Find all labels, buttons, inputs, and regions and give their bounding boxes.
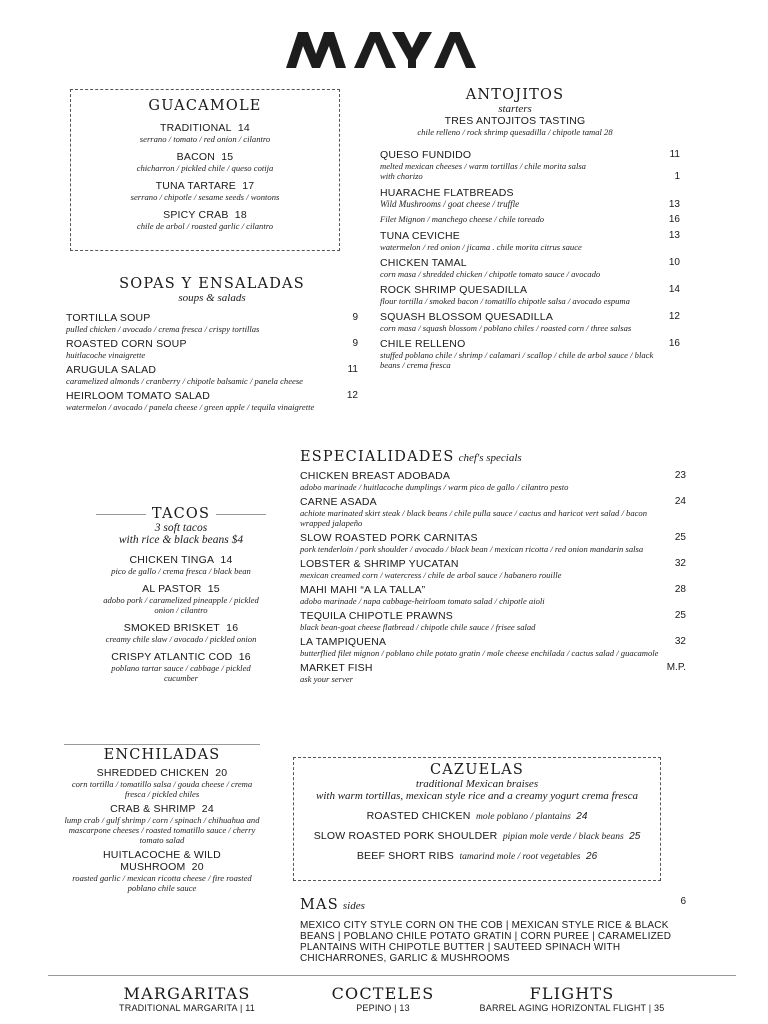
menu-item-row [380,257,680,269]
menu-item-desc: adobo marinade / huitlacoche dumplings / warm pico de gallo / cilantro pesto [300,482,569,492]
menu-item [66,338,358,360]
divider [96,514,146,515]
menu-item-line [71,122,339,134]
enchiladas-section [64,744,260,897]
menu-item-name: LA TAMPIQUENA [300,636,387,648]
menu-item [294,830,660,842]
menu-item-desc: black bean-goat cheese flatbread / chipotle chile sauce / frisee salad [300,622,536,632]
menu-item-option [380,171,680,182]
footer-divider [48,975,736,976]
menu-item-desc: corn masa / squash blossom / poblano chiles / roasted corn / three salsas [380,323,632,333]
margaritas-item: TRADITIONAL MARGARITA | 11 [119,1003,255,1013]
menu-item [300,584,686,606]
antojitos-section [380,87,680,375]
menu-item-line [71,209,339,221]
menu-item-price: 15 [221,151,234,163]
menu-item [294,810,660,822]
menu-item-row [300,584,686,596]
flights-section [462,984,682,1013]
menu-item-name: SLOW ROASTED PORK CARNITAS [300,532,478,544]
menu-item-name: TRADITIONAL [160,122,232,134]
menu-item-option-text: Wild Mushrooms / goat cheese / truffle [380,199,520,209]
menu-item-name: SPICY CRAB [163,209,229,221]
menu-item-desc: serrano / tomato / red onion / cilantro [139,134,271,144]
menu-item-name: CHICKEN BREAST ADOBADA [300,470,451,482]
menu-item-name: ROASTED CORN SOUP [66,338,187,350]
menu-item-row [66,390,358,402]
menu-item-price: M.P. [666,662,686,673]
menu-item-option-price: 1 [674,171,680,182]
cazuelas-title: CAZUELAS [429,762,525,778]
menu-item-name: TORTILLA SOUP [66,312,151,324]
especialidades-subtitle: chef's specials [458,452,522,464]
mas-title: MAS [300,897,339,913]
menu-item-desc: lump crab / gulf shrimp / corn / spinach / chihuahua and mascarpone cheeses / roasted tomatillo sauce / cherry tomato salad [64,815,260,845]
menu-item-line [71,180,339,192]
menu-item-option-text: Filet Mignon / manchego cheese / chile toreado [380,214,545,224]
menu-item-row [300,470,686,482]
margaritas-section [96,984,278,1013]
menu-item-line [96,651,266,663]
menu-item-price: 10 [668,257,680,268]
menu-item-name: HUARACHE FLATBREADS [380,187,514,199]
menu-item [300,610,686,632]
menu-item-name: CHILE RELLENO [380,338,466,350]
menu-item [71,151,339,173]
menu-item-desc: serrano / chipotle / sesame seeds / wontons [130,192,280,202]
menu-item [64,849,260,893]
sopas-title: SOPAS Y ENSALADAS [119,276,305,292]
menu-item [300,558,686,580]
mas-subtitle: sides [342,900,365,912]
maya-logo-mark [284,28,484,70]
menu-item-row [380,149,680,161]
menu-item-option [380,214,680,225]
menu-item [66,364,358,386]
menu-item [96,583,266,615]
menu-item-price: 12 [668,311,680,322]
menu-item-name: ROASTED CHICKEN [366,810,471,822]
menu-item-desc: pipian mole verde / black beans [502,832,624,842]
menu-item-line [64,767,260,779]
menu-item-desc: corn masa / shredded chicken / chipotle tomato sauce / avocado [380,269,601,279]
cazuelas-section [293,757,661,881]
menu-item-name: BEEF SHORT RIBS [356,850,454,862]
menu-item-price: 15 [207,583,220,595]
menu-item [71,180,339,202]
menu-item-name: CRAB & SHRIMP [110,803,196,815]
menu-item-name: ARUGULA SALAD [66,364,157,376]
menu-item-option [380,199,680,210]
menu-item-row [380,311,680,323]
menu-item-desc: pulled chicken / avocado / crema fresca / crispy tortillas [66,324,260,334]
sopas-section [66,276,358,416]
antojitos-title: ANTOJITOS [465,87,565,103]
menu-item-line [71,151,339,163]
menu-item-desc: tamarind mole / root vegetables [459,852,581,862]
menu-item [71,122,339,144]
menu-item [96,622,266,644]
menu-item-price: 25 [629,831,641,842]
menu-item [380,284,680,306]
menu-item-price: 20 [215,767,228,779]
menu-item [300,496,686,528]
mas-section [300,896,686,964]
enchiladas-title: ENCHILADAS [103,747,221,763]
guacamole-title: GUACAMOLE [148,98,262,114]
menu-item [300,662,686,684]
menu-item [380,187,680,225]
menu-item-name: SLOW ROASTED PORK SHOULDER [313,830,498,842]
menu-item-name: CHICKEN TINGA [129,554,215,566]
menu-item [66,312,358,334]
tacos-line2: with rice & black beans $4 [118,534,244,546]
menu-item [66,390,358,412]
menu-item [300,470,686,492]
tacos-section [96,506,266,690]
menu-item-price: 9 [352,338,358,349]
menu-item-row [300,558,686,570]
menu-item-row [380,187,680,199]
tasting-name: TRES ANTOJITOS TASTING [444,115,586,127]
menu-item-price: 9 [352,312,358,323]
menu-item-price: 14 [220,554,233,566]
menu-item-desc: pico de gallo / crema fresca / black bean [111,566,251,576]
menu-item-price: 12 [346,390,358,401]
menu-item-desc: creamy chile slaw / avocado / pickled onion [105,634,257,644]
menu-item-price: 16 [668,338,680,349]
menu-item-row [380,284,680,296]
menu-item [380,149,680,182]
menu-item-line [96,554,266,566]
menu-item-name: CARNE ASADA [300,496,377,508]
menu-item-price: 20 [191,861,204,873]
flights-item: BARREL AGING HORIZONTAL FLIGHT | 35 [479,1003,665,1013]
menu-item-desc: flour tortilla / smoked bacon / tomatillo chipotle salsa / avocado espuma [380,296,630,306]
menu-item-name: CHICKEN TAMAL [380,257,467,269]
menu-item-desc: caramelized almonds / cranberry / chipotle balsamic / panela cheese [66,376,303,386]
menu-item-desc: ask your server [300,674,353,684]
cocteles-title: COCTELES [331,984,435,1003]
menu-item-name: HEIRLOOM TOMATO SALAD [66,390,211,402]
margaritas-title: MARGARITAS [123,984,251,1003]
menu-item-option-price: 13 [668,199,680,210]
menu-item-name: SHREDDED CHICKEN [96,767,209,779]
mas-price: 6 [680,896,686,907]
menu-item-name: AL PASTOR [142,583,202,595]
menu-item-name: QUESO FUNDIDO [380,149,472,161]
menu-item-price: 25 [674,610,686,621]
menu-item-desc: chile de arbol / roasted garlic / cilantro [136,221,274,231]
cocteles-section [310,984,456,1013]
menu-item-desc: adobo pork / caramelized pineapple / pickled onion / cilantro [103,595,259,615]
menu-item-name: MARKET FISH [300,662,373,674]
menu-item-name: LOBSTER & SHRIMP YUCATAN [300,558,459,570]
menu-item [380,311,680,333]
menu-item [380,338,680,370]
sopas-subtitle: soups & salads [178,292,246,304]
divider [64,744,260,745]
menu-item-row [380,230,680,242]
menu-item-line [96,622,266,634]
menu-item [96,554,266,576]
menu-item-desc: melted mexican cheeses / warm tortillas / chile morita salsa [380,161,586,171]
menu-item-price: 32 [674,558,686,569]
guacamole-section [70,89,340,251]
menu-item-price: 26 [586,851,598,862]
menu-item-desc: chicharron / pickled chile / queso cotija [136,163,274,173]
menu-item-name: HUITLACOCHE & WILD MUSHROOM [103,849,221,873]
especialidades-title: ESPECIALIDADES [300,449,455,465]
menu-item-price: 17 [242,180,255,192]
mas-text: MEXICO CITY STYLE CORN ON THE COB | MEXICAN STYLE RICE & BLACK BEANS | POBLANO CHILE POTATO GRATIN | CORN PUREE | CARAMELIZED PLANTAINS WITH CHIPOTLE BUTTER | SAUTEED SPINACH WITH CHICHARRONES, GARLIC & MUSHROOMS [300,920,672,964]
menu-item-price: 24 [576,811,588,822]
menu-item [64,803,260,845]
menu-item-price: 11 [347,364,358,375]
tasting-desc: chile relleno / rock shrimp quesadilla / chipotle tamal 28 [417,127,613,137]
menu-item [64,767,260,799]
menu-item-price: 28 [674,584,686,595]
menu-item [294,850,660,862]
menu-item-name: TUNA TARTARE [155,180,237,192]
menu-item-desc: stuffed poblano chile / shrimp / calamari / scallop / chile de arbol sauce / black beans / crema fresca [380,350,654,370]
menu-item-price: 16 [238,651,251,663]
menu-item-line [96,583,266,595]
menu-item-line [64,849,260,873]
menu-item-line [64,803,260,815]
menu-item [380,230,680,252]
menu-item-name: ROCK SHRIMP QUESADILLA [380,284,528,296]
menu-item [380,257,680,279]
tacos-line1: 3 soft tacos [154,522,208,534]
menu-item-row [300,636,686,648]
menu-item-desc: corn tortilla / tomatillo salsa / gouda cheese / crema fresca / pickled chiles [71,779,253,799]
menu-item-price: 14 [668,284,680,295]
menu-item-price: 11 [669,149,680,160]
menu-item-desc: watermelon / red onion / jicama . chile morita citrus sauce [380,242,582,252]
menu-item-price: 32 [674,636,686,647]
menu-item-desc: mexican creamed corn / watercress / chile de arbol sauce / habanero rouille [300,570,562,580]
menu-item-desc: roasted garlic / mexican ricotta cheese / fire roasted poblano chile sauce [72,873,252,893]
menu-item-desc: pork tenderloin / pork shoulder / avocado / black bean / mexican ricotta / red onion mandarin salsa [300,544,644,554]
menu-item-name: TUNA CEVICHE [380,230,460,242]
menu-item-row [66,312,358,324]
menu-item-option-price: 16 [668,214,680,225]
flights-title: FLIGHTS [529,984,615,1003]
menu-item-row [300,496,686,508]
menu-item-desc: butterflied filet mignon / poblano chile potato gratin / mole cheese enchilada / cactus salad / guacamole [300,648,659,658]
menu-item-name: MAHI MAHI “A LA TALLA” [300,584,426,596]
menu-item-name: BACON [176,151,215,163]
menu-item-name: SMOKED BRISKET [123,622,220,634]
especialidades-section [300,448,686,688]
cazuelas-subtitle: traditional Mexican braises [415,778,539,790]
menu-item-price: 13 [668,230,680,241]
menu-item-row [66,364,358,376]
menu-item-price: 24 [674,496,686,507]
maya-logo [0,28,768,75]
menu-item-desc: huitlacoche vinaigrette [66,350,146,360]
menu-item-price: 25 [674,532,686,543]
menu-item-row [300,662,686,674]
menu-item-desc: mole poblano / plantains [476,812,571,822]
menu-item-price: 23 [674,470,686,481]
menu-item-desc: poblano tartar sauce / cabbage / pickled cucumber [111,663,251,683]
cazuelas-subtitle2: with warm tortillas, mexican style rice and a creamy yogurt crema fresca [316,790,638,802]
menu-item-desc: watermelon / avocado / panela cheese / green apple / tequila vinaigrette [66,402,315,412]
menu-item-desc: adobo marinade / napa cabbage-heirloom tomato salad / chipotle aioli [300,596,545,606]
tacos-title: TACOS [151,506,211,522]
menu-item-option-text: with chorizo [380,171,423,181]
menu-item-price: 16 [226,622,239,634]
menu-item-price: 14 [237,122,250,134]
menu-item-row [66,338,358,350]
menu-item-row [300,610,686,622]
menu-item-desc: achiote marinated skirt steak / black beans / chile pulla sauce / cactus and haricot vert salad / bacon wrapped jalapeño [300,508,648,528]
divider [216,514,266,515]
menu-item-price: 18 [234,209,247,221]
menu-item-row [300,532,686,544]
menu-item [300,636,686,658]
menu-item-row [380,338,680,350]
cocteles-item: PEPINO | 13 [356,1003,410,1013]
menu-item [96,651,266,683]
menu-item [300,532,686,554]
menu-item-price: 24 [201,803,214,815]
menu-item [71,209,339,231]
menu-item-name: TEQUILA CHIPOTLE PRAWNS [300,610,453,622]
menu-item-name: SQUASH BLOSSOM QUESADILLA [380,311,554,323]
antojitos-subtitle: starters [498,103,532,115]
menu-item-name: CRISPY ATLANTIC COD [111,651,233,663]
